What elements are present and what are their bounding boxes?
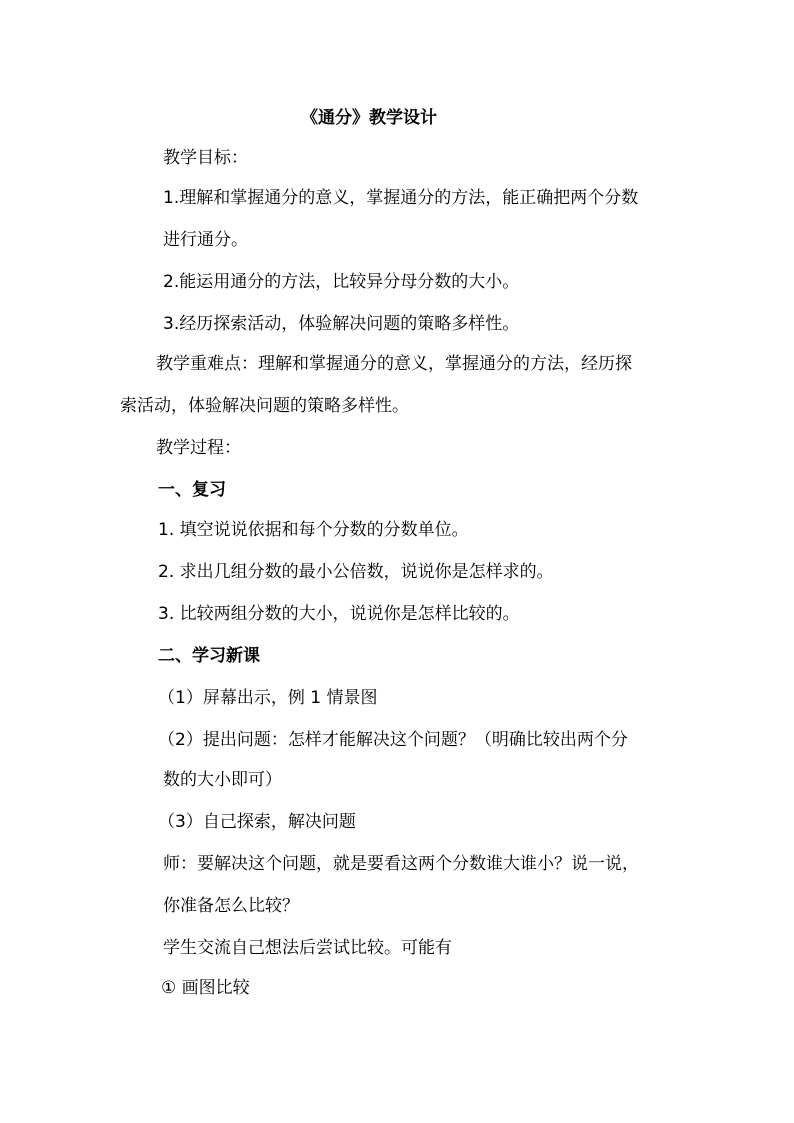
review-item-2: 2. 求出几组分数的最小公倍数，说说你是怎样求的。 xyxy=(158,562,554,582)
step-2-line-1: （2）提出问题：怎样才能解决这个问题？（明确比较出两个分 xyxy=(158,730,628,750)
key-points-line-1: 教学重难点：理解和掌握通分的意义，掌握通分的方法，经历探 xyxy=(156,354,632,374)
step-1: （1）屏幕出示，例 1 情景图 xyxy=(158,688,378,708)
students-line: 学生交流自己想法后尝试比较。可能有 xyxy=(163,938,452,958)
goal-1-line-2: 进行通分。 xyxy=(163,230,248,250)
teacher-line-2: 你准备怎么比较？ xyxy=(163,896,299,916)
key-points-line-2: 索活动，体验解决问题的策略多样性。 xyxy=(120,396,409,416)
goal-3: 3.经历探索活动，体验解决问题的策略多样性。 xyxy=(163,314,520,334)
review-item-1: 1. 填空说说依据和每个分数的分数单位。 xyxy=(158,520,469,540)
document-title: 《通分》教学设计 xyxy=(301,108,437,128)
goals-label: 教学目标： xyxy=(163,148,248,168)
teacher-line-1: 师：要解决这个问题，就是要看这两个分数谁大谁小？说一说， xyxy=(163,854,639,874)
section-1-heading: 一、复习 xyxy=(158,480,226,500)
process-label: 教学过程： xyxy=(156,438,241,458)
step-2-line-2: 数的大小即可） xyxy=(163,770,282,790)
section-2-heading: 二、学习新课 xyxy=(158,646,260,666)
review-item-3: 3. 比较两组分数的大小，说说你是怎样比较的。 xyxy=(158,604,520,624)
method-1: ① 画图比较 xyxy=(161,978,250,998)
goal-2: 2.能运用通分的方法，比较异分母分数的大小。 xyxy=(163,272,520,292)
goal-1-line-1: 1.理解和掌握通分的意义，掌握通分的方法，能正确把两个分数 xyxy=(163,188,639,208)
step-3: （3）自己探索，解决问题 xyxy=(158,812,356,832)
